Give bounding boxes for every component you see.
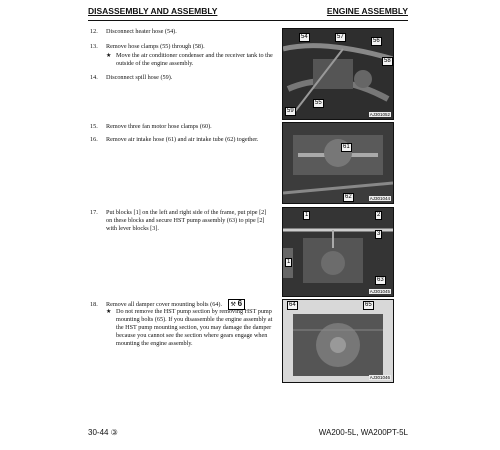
page-number: 30-44 ③ (88, 428, 118, 437)
photo-air-intake (282, 122, 394, 204)
label-block-1-left: 1 (287, 259, 291, 265)
note-step-18: ★ Do not remove the HST pump section by removing HST pump mounting bolts (65). If you disassemble the engine assembly at the HST pump mounting section, you may damage the damper because you cannot see the section where gears engage when mounting the engine assembly. (106, 308, 273, 347)
step-14: 14. Disconnect spill hose (59). (90, 74, 173, 81)
label-65: 65 (365, 302, 372, 308)
model-name: WA200-5L, WA200PT-5L (318, 428, 408, 437)
section-title: DISASSEMBLY AND ASSEMBLY (88, 6, 218, 16)
label-pipe-2: 2 (377, 212, 381, 218)
label-64: 64 (289, 302, 296, 308)
label-59: 59 (287, 108, 294, 114)
page-header (88, 6, 408, 21)
step-15: 15. Remove three fan motor hose clamps (60). (90, 123, 212, 130)
label-56: 56 (373, 38, 380, 44)
photo-code: AJ301044 (369, 196, 390, 201)
label-54: 54 (301, 34, 308, 40)
star-icon: ★ (106, 52, 112, 59)
label-55: 55 (315, 100, 322, 106)
photo-hoses (282, 28, 394, 120)
wrench-icon: ⚒ 6 (228, 299, 246, 310)
step-16: 16. Remove air intake hose (61) and air intake tube (62) together. (90, 136, 259, 143)
label-62: 62 (345, 194, 352, 200)
photo-code: AJ301052 (369, 112, 390, 117)
label-57: 57 (337, 34, 344, 40)
step-18: 18. Remove all damper cover mounting bolts (64). ⚒ 6 (90, 299, 280, 310)
label-block-1: 1 (305, 212, 309, 218)
photo-pump-support (282, 207, 394, 297)
manual-page: DISASSEMBLY AND ASSEMBLY ENGINE ASSEMBLY 12. Disconnect heater hose (54). 13. Remove hose clamps (55) through (58). ★ Move the air conditioner condenser and the receiver tank to the outside of the engine assembly. 14. Disconnect spill hose (59). 54 57 56 58 55 59 AJ301052 15. Remove three fan motor hose clamps (60). 16. Remove air intake hose (61) and air intake tube (62) together. 61 62 AJ301044 17. Put blocks [1] on the left and right side of the frame, put pipe [2] on these blocks and secure HST pump assembly (63) to pipe [2] with lever blocks [3]. 1 2 3 1 63 AJ301045 18. Remove all damper cover mounting bolts (64). ⚒ 6 ★ Do not remove the HST pump section by removing HST pump mounting bolts (65). If you disassemble the engine assembly at the HST pump mounting section, you may damage the damper because you cannot see the section where gears engage when mounting the engine assembly. 64 65 AJ301046 30-44 ③ WA200-5L, WA200PT-5L (88, 6, 408, 437)
label-63: 63 (377, 277, 384, 283)
star-icon: ★ (106, 308, 112, 315)
photo-damper-cover (282, 299, 394, 383)
label-58: 58 (384, 58, 391, 64)
label-lever-block-3: 3 (377, 231, 381, 237)
chapter-title: ENGINE ASSEMBLY (326, 6, 408, 16)
photo-air-intake-image (283, 123, 393, 203)
photo-damper-cover-image (283, 300, 393, 382)
photo-code: AJ301045 (369, 289, 390, 294)
photo-code: AJ301046 (369, 375, 390, 380)
label-61: 61 (343, 144, 350, 150)
note-step-13: ★ Move the air conditioner condenser and the receiver tank to the outside of the engine assembly. (106, 52, 273, 67)
step-12: 12. Disconnect heater hose (54). (90, 28, 177, 35)
step-13: 13. Remove hose clamps (55) through (58). (90, 43, 205, 50)
